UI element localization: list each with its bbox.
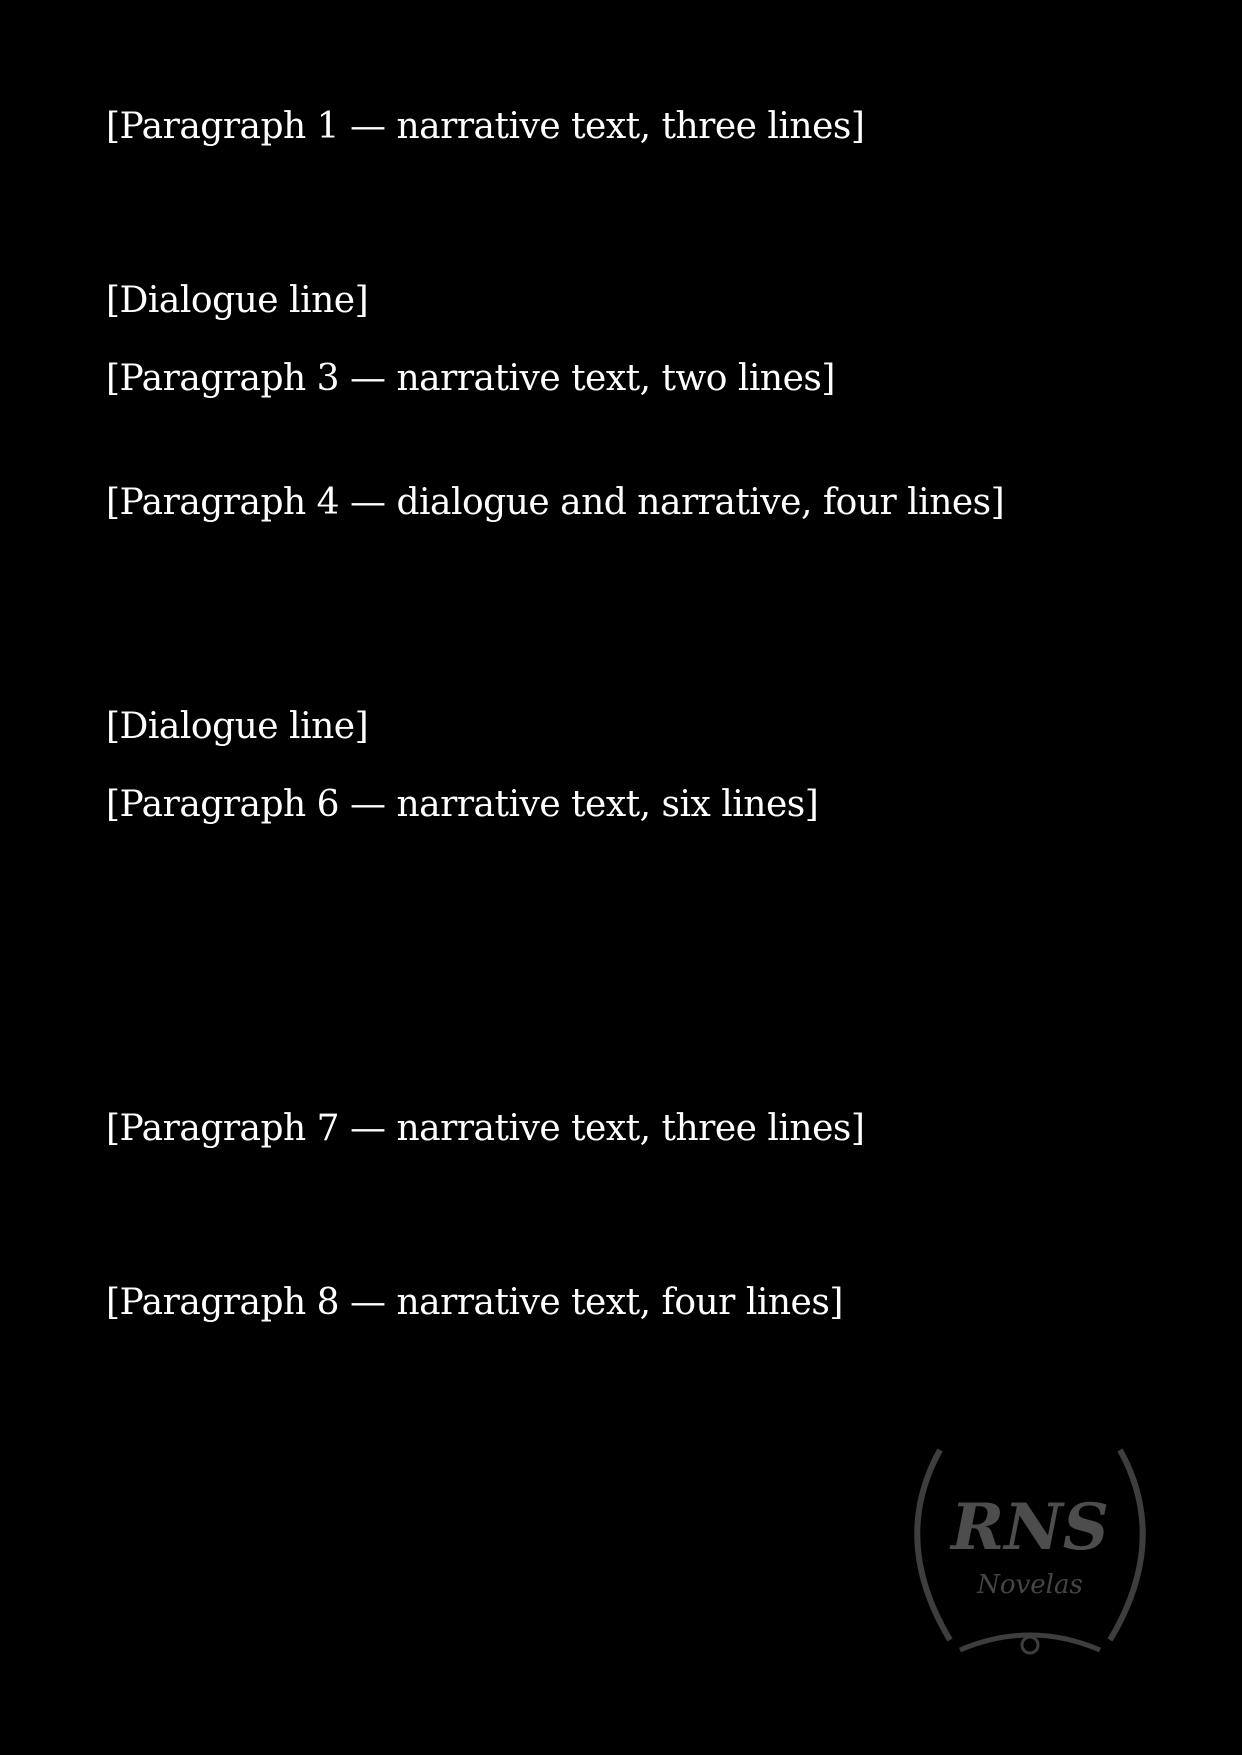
paragraph: [Paragraph 6 — narrative text, six lines] (106, 784, 819, 825)
dialogue-line: [Dialogue line] (106, 706, 369, 747)
watermark-title: RNS (951, 1490, 1109, 1565)
paragraph: [Paragraph 7 — narrative text, three lines] (106, 1108, 865, 1149)
paragraph: [Paragraph 1 — narrative text, three lines] (106, 106, 865, 147)
paragraph: [Paragraph 8 — narrative text, four lines] (106, 1282, 843, 1323)
page-body (106, 100, 1134, 1500)
dialogue-line: [Dialogue line] (106, 280, 369, 321)
paragraph: [Paragraph 3 — narrative text, two lines] (106, 358, 835, 399)
paragraph: [Paragraph 4 — dialogue and narrative, four lines] (106, 482, 1005, 523)
watermark-subtitle: Novelas (977, 1570, 1083, 1600)
